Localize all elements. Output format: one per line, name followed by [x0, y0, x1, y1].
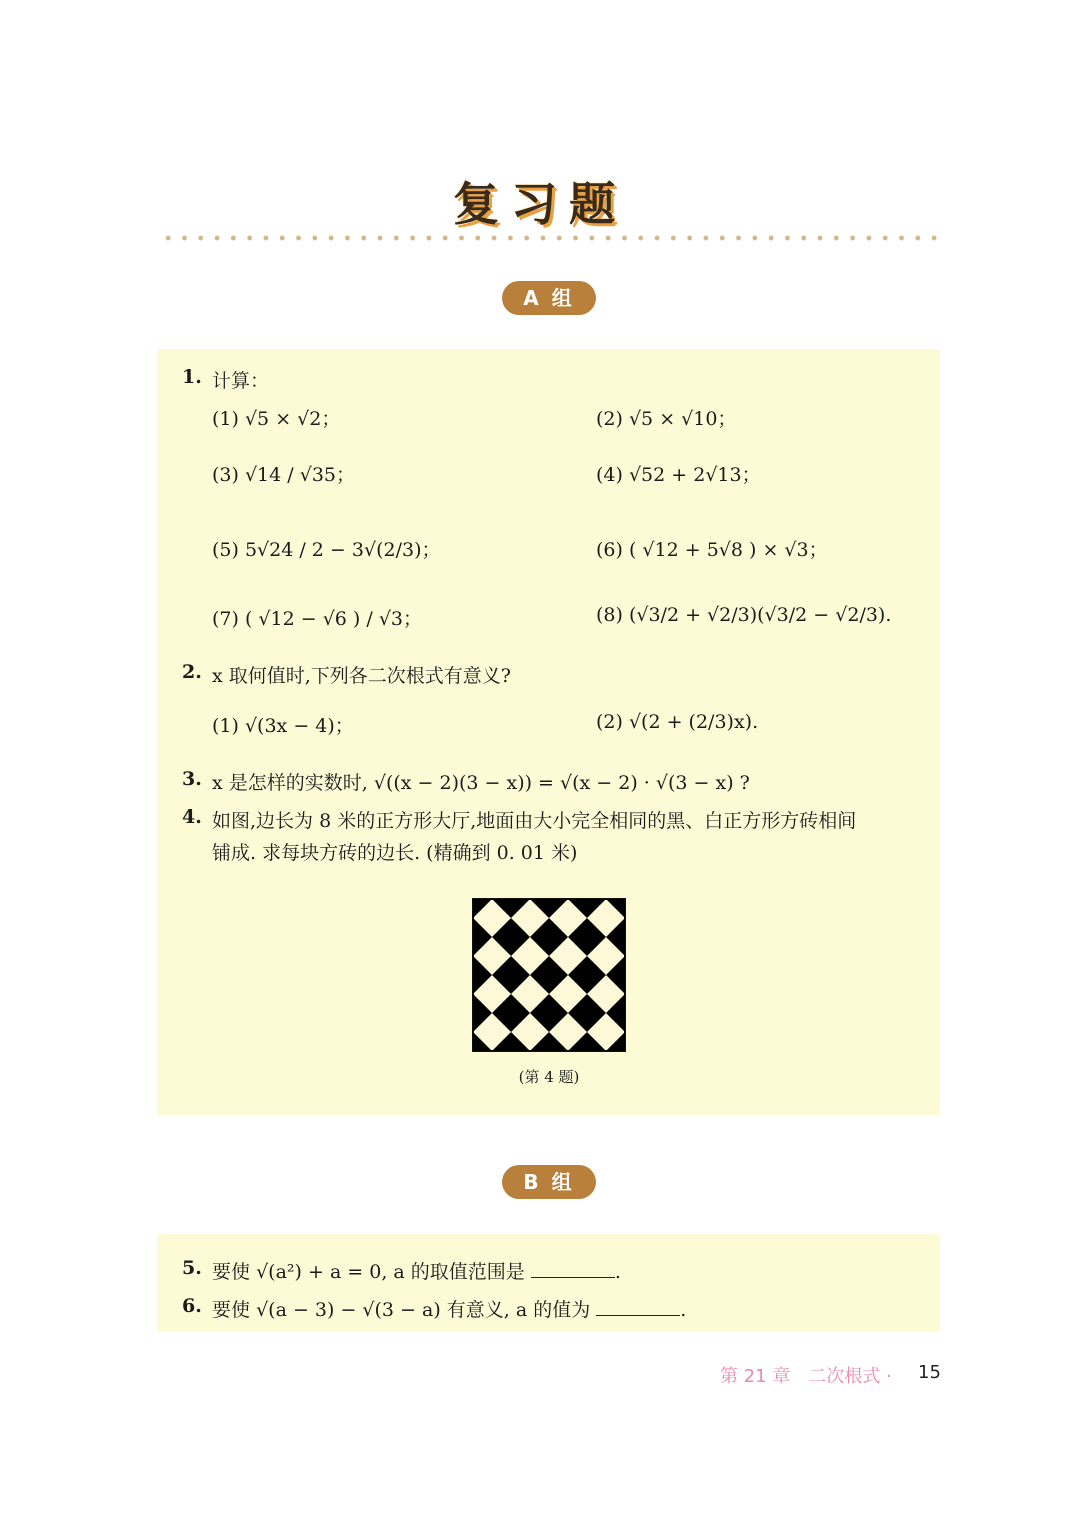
- q1-item-3: (3) √14 / √35；: [212, 464, 356, 486]
- q1-item-4: (4) √52 + 2√13；: [596, 464, 761, 486]
- q5-text: [212, 1257, 621, 1284]
- q1-item-6: (6) ( √12 + 5√8 ) × √3；: [596, 539, 828, 561]
- page-title: 复习题: [453, 177, 627, 231]
- q5-end: .: [614, 1261, 621, 1283]
- dotted-divider: [160, 235, 945, 241]
- q1-number: 1.: [182, 366, 202, 388]
- q3-number: 3.: [182, 768, 202, 790]
- q6-text: [212, 1295, 686, 1322]
- q4-line-2: 铺成. 求每块方砖的边长. (精确到 0. 01 米): [212, 842, 578, 864]
- q1-item-7: (7) ( √12 − √6 ) / √3；: [212, 608, 423, 630]
- group-a-label: A 组: [502, 281, 596, 315]
- q4-line-1: 如图,边长为 8 米的正方形大厅,地面由大小完全相同的黑、白正方形方砖相间: [212, 810, 857, 832]
- q2-item-1: (1) √(3x − 4)；: [212, 715, 354, 737]
- q4-number: 4.: [182, 806, 202, 828]
- q6-end: .: [680, 1299, 687, 1321]
- q5-number: 5.: [182, 1257, 202, 1279]
- q2-prompt: x 取何值时,下列各二次根式有意义?: [212, 665, 511, 687]
- q2-item-2: (2) √(2 + (2/3)x).: [596, 711, 759, 733]
- q6-math: √(a − 3) − √(3 − a) 有意义, a 的值为: [256, 1299, 591, 1321]
- q4-caption: (第 4 题): [518, 1068, 580, 1086]
- q1-prompt: 计算：: [212, 370, 270, 392]
- q2-number: 2.: [182, 661, 202, 683]
- q6-blank[interactable]: [596, 1299, 680, 1316]
- footer-chapter: 第 21 章 二次根式 ·: [720, 1366, 892, 1387]
- q1-item-1: (1) √5 × √2；: [212, 408, 341, 430]
- q1-item-5: (5) 5√24 / 2 − 3√(2/3)；: [212, 539, 441, 561]
- q6-lead: 要使: [212, 1299, 251, 1321]
- group-b-label: B 组: [502, 1165, 596, 1199]
- q4-tile-figure: [472, 898, 626, 1052]
- q5-lead: 要使: [212, 1261, 251, 1283]
- q1-item-2: (2) √5 × √10；: [596, 408, 737, 430]
- q5-blank[interactable]: [531, 1261, 615, 1278]
- q3-text: x 是怎样的实数时, √((x − 2)(3 − x)) = √(x − 2) · √(3 − x) ?: [212, 772, 750, 794]
- q5-math: √(a²) + a = 0, a 的取值范围是: [256, 1261, 525, 1283]
- q6-number: 6.: [182, 1295, 202, 1317]
- footer-page-number: 15: [918, 1362, 941, 1383]
- q1-item-8: (8) (√3/2 + √2/3)(√3/2 − √2/3).: [596, 604, 892, 626]
